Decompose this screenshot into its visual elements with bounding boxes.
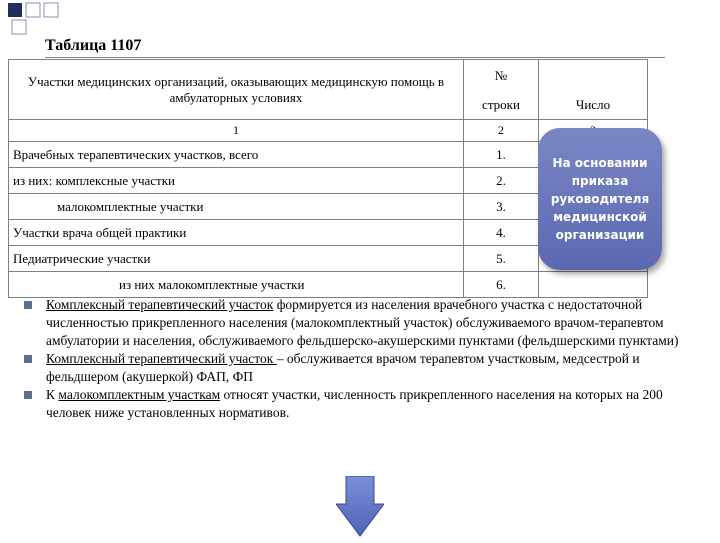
definition-term: Комплексный терапевтический участок — [46, 297, 274, 312]
row-label: из них малокомплектные участки — [9, 272, 464, 298]
down-arrow-icon — [336, 476, 384, 543]
callout-text: На основании приказа руководителя медицинской организации — [550, 156, 650, 242]
definition-text: относят участки, численность прикрепленного населения на которых на 200 человек ниже установленных нормативов. — [46, 387, 663, 420]
table-header-row — [9, 60, 648, 120]
list-item — [22, 296, 692, 350]
table-row — [9, 272, 648, 298]
row-num: 5. — [464, 246, 539, 272]
bullet-square-icon — [24, 301, 32, 309]
header-count-cell: Число — [539, 60, 648, 120]
callout-box — [538, 128, 662, 270]
row-label: Педиатрические участки — [9, 246, 464, 272]
row-num: 4. — [464, 220, 539, 246]
index-num-cell: 2 — [464, 120, 539, 142]
definition-text: – обслуживается врачом терапевтом участковым, медсестрой и фельдшером (акушеркой) ФАП, ФП — [46, 351, 640, 384]
list-item — [22, 386, 692, 422]
row-label: из них: комплексные участки — [9, 168, 464, 194]
row-num: 1. — [464, 142, 539, 168]
title-divider — [45, 57, 665, 58]
definition-term: Комплексный терапевтический участок — [46, 351, 277, 366]
page-title: Таблица 1107 — [45, 37, 142, 54]
row-count — [539, 272, 648, 298]
row-label: малокомплектные участки — [9, 194, 464, 220]
bullet-square-icon — [24, 391, 32, 399]
definition-prefix: К — [46, 387, 59, 402]
bullet-square-icon — [24, 355, 32, 363]
corner-squares-icon — [0, 0, 70, 40]
row-label: Врачебных терапевтических участков, всего — [9, 142, 464, 168]
definitions-list — [22, 296, 692, 422]
header-num-bottom: строки — [482, 97, 520, 112]
row-num: 6. — [464, 272, 539, 298]
row-num: 3. — [464, 194, 539, 220]
header-num-top: № — [494, 68, 508, 83]
row-num: 2. — [464, 168, 539, 194]
header-num-cell — [464, 60, 539, 120]
header-label-cell: Участки медицинских организаций, оказывающих медицинскую помощь в амбулаторных условиях — [9, 60, 464, 120]
definition-term: малокомплектным участкам — [58, 387, 221, 402]
index-label-cell: 1 — [9, 120, 464, 142]
row-label: Участки врача общей практики — [9, 220, 464, 246]
list-item — [22, 350, 692, 386]
definition-text: формируется из населения врачебного участка с недостаточной численностью прикрепленного населения (малокомплектный участок) обслуживаемого врачом-терапевтом амбулатории и населения, обслуживаемого фельдшерско-акушерскими пунктами (фельдшерскими пунктами) — [46, 297, 679, 348]
